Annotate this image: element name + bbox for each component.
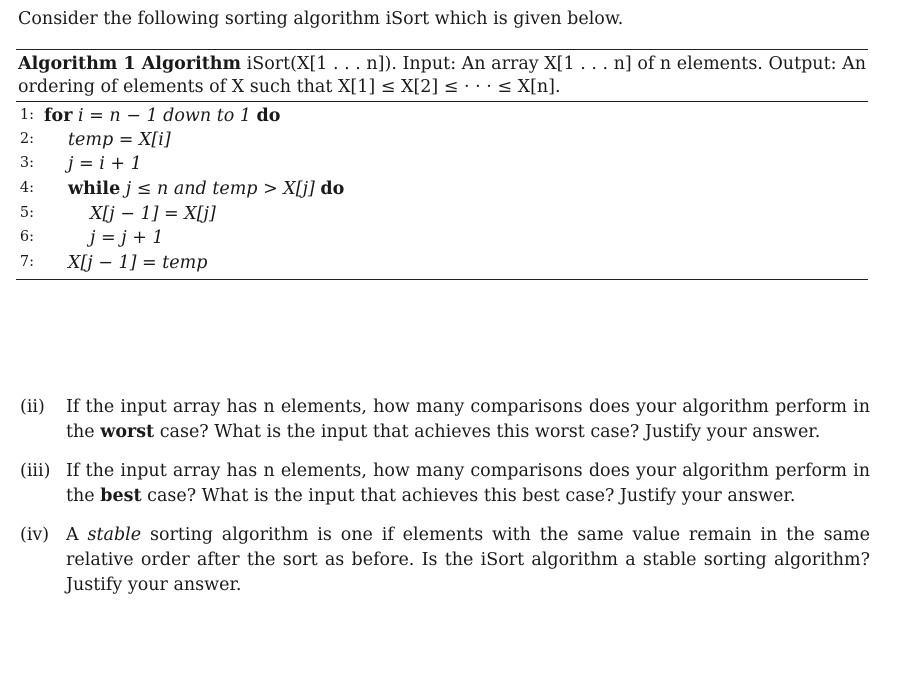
- question-text: If the input array has n elements, how many comparisons does your algorithm perform in the worst case? What is the input that achieves this worst case? Justify your answer.: [66, 397, 870, 442]
- question-iii: [20, 459, 870, 509]
- code-line-4: while j ≤ n and temp > X[j] do: [68, 179, 345, 199]
- caption-name: iSort(X[1 . . . n]).: [246, 54, 397, 74]
- algorithm-caption: [16, 50, 868, 101]
- line-number: 4:: [19, 180, 34, 196]
- question-ii: [20, 395, 870, 445]
- line-number: 1:: [19, 107, 34, 123]
- line-number: 2:: [19, 131, 34, 147]
- line-number: 6:: [19, 229, 34, 245]
- code-line-6: j = j + 1: [90, 228, 164, 248]
- code-line-5: X[j − 1] = X[j]: [90, 204, 216, 224]
- line-number: 7:: [19, 254, 34, 270]
- question-label: (iii): [20, 461, 51, 481]
- question-iv: [20, 523, 870, 598]
- code-line-3: j = i + 1: [68, 154, 142, 174]
- code-line-1: for i = n − 1 down to 1 do: [44, 106, 281, 126]
- caption-rest-2: ordering of elements of X such that X[1] ≤ X[2] ≤ · · · ≤ X[n].: [18, 77, 561, 97]
- question-text: A stable sorting algorithm is one if elements with the same value remain in the same relative order after the sort as before. Is the iSort algorithm a stable sorting algorithm? Justify your answer.: [66, 525, 870, 595]
- caption-label: Algorithm 1 Algorithm: [18, 54, 242, 74]
- caption-rest-1: Input: An array X[1 . . . n] of n elements. Output: An: [402, 54, 866, 74]
- algorithm-box: [16, 49, 868, 102]
- question-label: (ii): [20, 397, 45, 417]
- question-label: (iv): [20, 525, 50, 545]
- line-number: 5:: [19, 205, 34, 221]
- code-line-2: temp = X[i]: [68, 130, 171, 150]
- question-text: If the input array has n elements, how many comparisons does your algorithm perform in the best case? What is the input that achieves this best case? Justify your answer.: [66, 461, 870, 506]
- code-line-7: X[j − 1] = temp: [68, 253, 208, 273]
- mid-rule: [16, 101, 868, 102]
- intro-text: Consider the following sorting algorithm iSort which is given below.: [18, 9, 624, 29]
- bottom-rule: [16, 279, 868, 280]
- line-number: 3:: [19, 155, 34, 171]
